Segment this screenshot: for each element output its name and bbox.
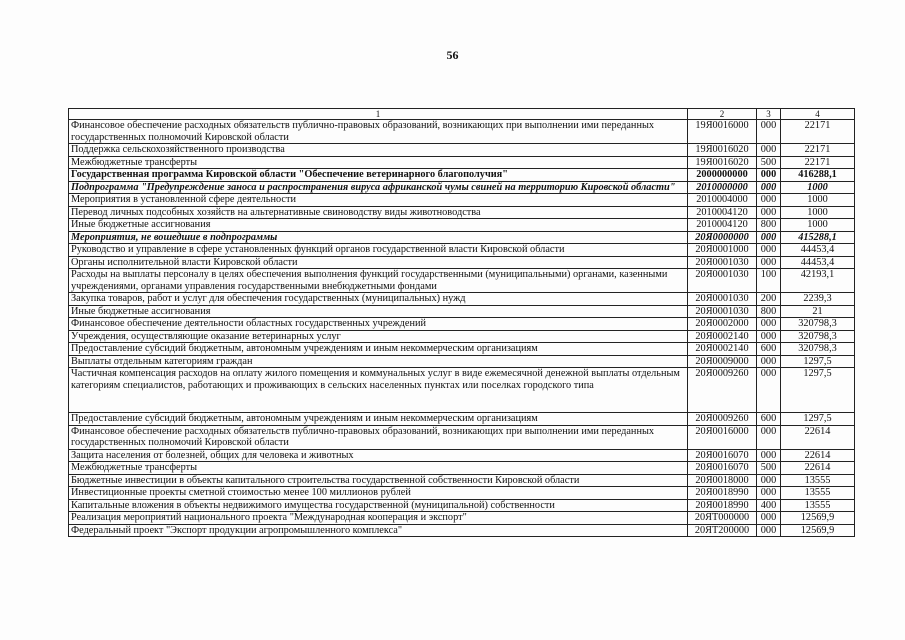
table-row <box>69 231 855 244</box>
row-amount: 22171 <box>781 156 855 169</box>
row-code: 20Я0001030 <box>688 269 757 293</box>
row-type: 600 <box>757 343 781 356</box>
table-row <box>69 499 855 512</box>
row-name: Межбюджетные трансферты <box>69 462 688 475</box>
row-amount: 320798,3 <box>781 330 855 343</box>
table-row <box>69 474 855 487</box>
row-name: Предоставление субсидий бюджетным, автономным учреждениям и иным некоммерческим организациям <box>69 413 688 426</box>
row-code: 20Я0001030 <box>688 305 757 318</box>
table-row <box>69 487 855 500</box>
table-row <box>69 524 855 537</box>
row-type: 800 <box>757 219 781 232</box>
table-row <box>69 244 855 257</box>
table-row <box>69 343 855 356</box>
table-row <box>69 256 855 269</box>
table-row <box>69 368 855 413</box>
row-amount: 22614 <box>781 449 855 462</box>
row-amount: 320798,3 <box>781 318 855 331</box>
table-row <box>69 181 855 194</box>
row-code: 20Я0002140 <box>688 330 757 343</box>
table-row <box>69 219 855 232</box>
row-amount: 22614 <box>781 462 855 475</box>
row-amount: 1000 <box>781 181 855 194</box>
row-code: 20Я0009260 <box>688 413 757 426</box>
row-name: Финансовое обеспечение расходных обязательств публично-правовых образований, возникающих при выполнении ими переданных государственных полномочий Кировской области <box>69 425 688 449</box>
row-type: 000 <box>757 474 781 487</box>
row-amount: 320798,3 <box>781 343 855 356</box>
row-type: 400 <box>757 499 781 512</box>
row-name: Иные бюджетные ассигнования <box>69 219 688 232</box>
row-type: 500 <box>757 156 781 169</box>
row-code: 20Я0016070 <box>688 449 757 462</box>
budget-table-body <box>69 109 855 537</box>
table-row <box>69 305 855 318</box>
row-code: 20Я0009000 <box>688 355 757 368</box>
row-name: Мероприятия, не вошедшие в подпрограммы <box>69 231 688 244</box>
row-code: 19Я0016020 <box>688 156 757 169</box>
row-type: 100 <box>757 269 781 293</box>
row-code: 20Я0009260 <box>688 368 757 413</box>
row-name: Реализация мероприятий национального проекта "Международная кооперация и экспорт" <box>69 512 688 525</box>
row-type: 000 <box>757 206 781 219</box>
row-amount: 13555 <box>781 474 855 487</box>
table-header-row <box>69 109 855 120</box>
table-row <box>69 512 855 525</box>
row-amount: 1297,5 <box>781 355 855 368</box>
row-code: 20Я0001030 <box>688 293 757 306</box>
row-code: 20Я0002140 <box>688 343 757 356</box>
row-name: Поддержка сельскохозяйственного производства <box>69 144 688 157</box>
table-row <box>69 206 855 219</box>
row-amount: 1000 <box>781 206 855 219</box>
row-type: 000 <box>757 524 781 537</box>
row-name: Выплаты отдельным категориям граждан <box>69 355 688 368</box>
row-amount: 44453,4 <box>781 244 855 257</box>
table-row <box>69 120 855 144</box>
row-name: Финансовое обеспечение расходных обязательств публично-правовых образований, возникающих при выполнении ими переданных государственных полномочий Кировской области <box>69 120 688 144</box>
row-type: 000 <box>757 368 781 413</box>
row-code: 20Я0002000 <box>688 318 757 331</box>
table-row <box>69 269 855 293</box>
row-name: Подпрограмма "Предупреждение заноса и распространения вируса африканской чумы свиней на территорию Кировской области" <box>69 181 688 194</box>
row-name: Органы исполнительной власти Кировской области <box>69 256 688 269</box>
row-name: Иные бюджетные ассигнования <box>69 305 688 318</box>
row-type: 500 <box>757 462 781 475</box>
table-row <box>69 330 855 343</box>
row-name: Предоставление субсидий бюджетным, автономным учреждениям и иным некоммерческим организациям <box>69 343 688 356</box>
row-name: Учреждения, осуществляющие оказание ветеринарных услуг <box>69 330 688 343</box>
row-amount: 21 <box>781 305 855 318</box>
row-name: Инвестиционные проекты сметной стоимостью менее 100 миллионов рублей <box>69 487 688 500</box>
row-type: 000 <box>757 487 781 500</box>
table-row <box>69 318 855 331</box>
row-type: 200 <box>757 293 781 306</box>
row-type: 000 <box>757 330 781 343</box>
table-row <box>69 462 855 475</box>
row-type: 000 <box>757 449 781 462</box>
row-code: 2010000000 <box>688 181 757 194</box>
row-name: Расходы на выплаты персоналу в целях обеспечения выполнения функций государственными (муниципальными) органами, казенными учреждениями, органами управления государственными внебюджетными фондами <box>69 269 688 293</box>
row-name: Государственная программа Кировской области "Обеспечение ветеринарного благополучия" <box>69 169 688 182</box>
page-number: 56 <box>446 48 459 62</box>
row-type: 800 <box>757 305 781 318</box>
row-name: Защита населения от болезней, общих для человека и животных <box>69 449 688 462</box>
table-row <box>69 156 855 169</box>
row-name: Межбюджетные трансферты <box>69 156 688 169</box>
table-row <box>69 449 855 462</box>
row-code: 19Я0016000 <box>688 120 757 144</box>
row-code: 20ЯТ000000 <box>688 512 757 525</box>
row-type: 000 <box>757 244 781 257</box>
row-code: 2000000000 <box>688 169 757 182</box>
row-type: 000 <box>757 144 781 157</box>
header-col-1: 1 <box>69 109 688 120</box>
row-amount: 13555 <box>781 499 855 512</box>
row-amount: 1000 <box>781 219 855 232</box>
table-row <box>69 413 855 426</box>
row-amount: 44453,4 <box>781 256 855 269</box>
row-name: Закупка товаров, работ и услуг для обеспечения государственных (муниципальных) нужд <box>69 293 688 306</box>
table-row <box>69 144 855 157</box>
row-amount: 12569,9 <box>781 512 855 525</box>
row-type: 000 <box>757 512 781 525</box>
header-col-4: 4 <box>781 109 855 120</box>
row-amount: 1297,5 <box>781 368 855 413</box>
row-amount: 416288,1 <box>781 169 855 182</box>
row-name: Мероприятия в установленной сфере деятельности <box>69 194 688 207</box>
row-type: 000 <box>757 355 781 368</box>
row-amount: 1000 <box>781 194 855 207</box>
row-code: 20Я0001000 <box>688 244 757 257</box>
row-name: Финансовое обеспечение деятельности областных государственных учреждений <box>69 318 688 331</box>
row-type: 000 <box>757 231 781 244</box>
header-col-2: 2 <box>688 109 757 120</box>
row-name: Федеральный проект "Экспорт продукции агропромышленного комплекса" <box>69 524 688 537</box>
row-type: 000 <box>757 120 781 144</box>
row-code: 20Я0000000 <box>688 231 757 244</box>
row-code: 19Я0016020 <box>688 144 757 157</box>
budget-table <box>68 108 855 537</box>
row-type: 000 <box>757 194 781 207</box>
row-amount: 13555 <box>781 487 855 500</box>
row-code: 2010004000 <box>688 194 757 207</box>
row-name: Бюджетные инвестиции в объекты капитального строительства государственной собственности Кировской области <box>69 474 688 487</box>
row-amount: 2239,3 <box>781 293 855 306</box>
row-code: 20Я0016070 <box>688 462 757 475</box>
row-type: 600 <box>757 413 781 426</box>
row-amount: 22171 <box>781 144 855 157</box>
row-type: 000 <box>757 425 781 449</box>
table-row <box>69 293 855 306</box>
row-code: 2010004120 <box>688 219 757 232</box>
row-amount: 22171 <box>781 120 855 144</box>
row-type: 000 <box>757 318 781 331</box>
row-code: 20ЯТ200000 <box>688 524 757 537</box>
row-name: Перевод личных подсобных хозяйств на альтернативные свиноводству виды животноводства <box>69 206 688 219</box>
table-row <box>69 194 855 207</box>
row-code: 2010004120 <box>688 206 757 219</box>
row-amount: 415288,1 <box>781 231 855 244</box>
row-name: Капитальные вложения в объекты недвижимого имущества государственной (муниципальной) собственности <box>69 499 688 512</box>
row-amount: 12569,9 <box>781 524 855 537</box>
table-row <box>69 355 855 368</box>
row-name: Частичная компенсация расходов на оплату жилого помещения и коммунальных услуг в виде ежемесячной денежной выплаты отдельным категориям специалистов, работающих и проживающих в сельских населенных пунктах или поселках городского типа <box>69 368 688 413</box>
row-amount: 22614 <box>781 425 855 449</box>
row-amount: 42193,1 <box>781 269 855 293</box>
row-type: 000 <box>757 169 781 182</box>
header-col-3: 3 <box>757 109 781 120</box>
row-code: 20Я0001030 <box>688 256 757 269</box>
row-type: 000 <box>757 181 781 194</box>
row-type: 000 <box>757 256 781 269</box>
row-code: 20Я0016000 <box>688 425 757 449</box>
row-code: 20Я0018990 <box>688 487 757 500</box>
row-amount: 1297,5 <box>781 413 855 426</box>
row-name: Руководство и управление в сфере установленных функций органов государственной власти Кировской области <box>69 244 688 257</box>
row-code: 20Я0018000 <box>688 474 757 487</box>
table-row <box>69 425 855 449</box>
table-row <box>69 169 855 182</box>
row-code: 20Я0018990 <box>688 499 757 512</box>
